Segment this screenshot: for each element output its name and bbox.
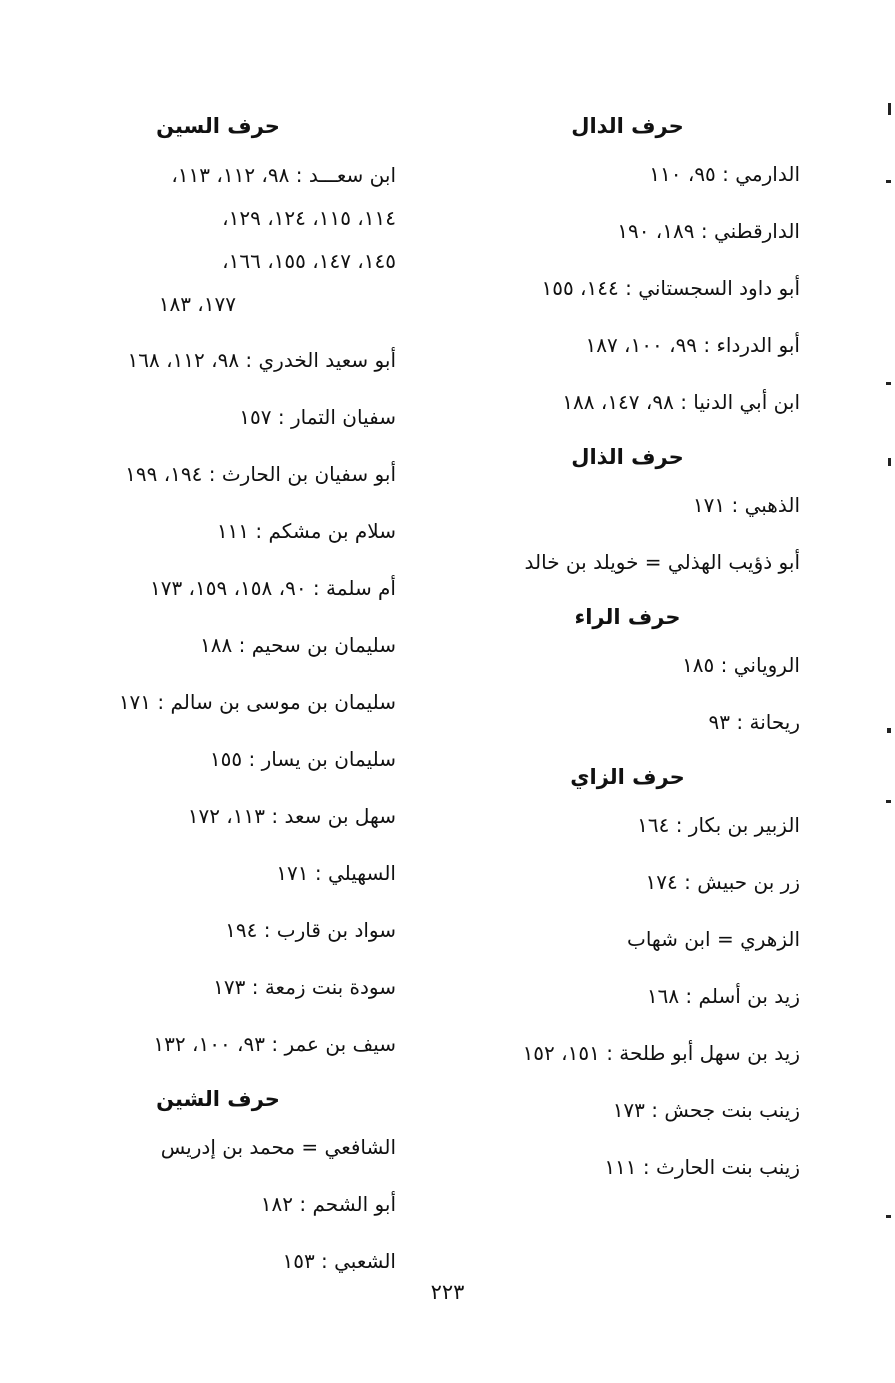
index-entry: سواد بن قارب : ١٩٤ (225, 918, 396, 942)
index-entry: أبو الدرداء : ٩٩، ١٠٠، ١٨٧ (585, 333, 800, 357)
index-entry: أم سلمة : ٩٠، ١٥٨، ١٥٩، ١٧٣ (149, 576, 396, 600)
index-entry: سليمان بن يسار : ١٥٥ (209, 747, 396, 771)
entry-line: ١١٤، ١١٥، ١٢٤، ١٢٩، (222, 206, 396, 230)
index-entry: الزبير بن بكار : ١٦٤ (637, 813, 800, 837)
scan-edge-mark (886, 382, 891, 385)
index-entry: الشعبي : ١٥٣ (282, 1249, 396, 1273)
scan-edge-mark (888, 103, 891, 115)
index-entry: زيد بن سهل أبو طلحة : ١٥١، ١٥٢ (522, 1041, 800, 1065)
entry-line: ابن سعـــد : ٩٨، ١١٢، ١١٣، (171, 163, 396, 187)
index-entry: سليمان بن سحيم : ١٨٨ (200, 633, 396, 657)
index-entry: سهل بن سعد : ١١٣، ١٧٢ (187, 804, 396, 828)
index-entry: الدارقطني : ١٨٩، ١٩٠ (617, 219, 800, 243)
section-heading-shin: حرف الشين (156, 1087, 280, 1111)
section-heading-ra: حرف الراء (574, 605, 681, 629)
index-entry-multiline (40, 154, 396, 326)
index-entry: زينب بنت الحارث : ١١١ (604, 1155, 800, 1179)
section-heading-sin: حرف السين (156, 114, 280, 138)
index-entry: الزهري = ابن شهاب (627, 927, 800, 951)
scan-edge-mark (886, 1215, 891, 1218)
index-entry: ريحانة : ٩٣ (708, 710, 800, 734)
index-entry: سودة بنت زمعة : ١٧٣ (213, 975, 396, 999)
index-entry: سليمان بن موسى بن سالم : ١٧١ (118, 690, 396, 714)
index-entry: الذهبي : ١٧١ (692, 493, 800, 517)
index-entry: سلام بن مشكم : ١١١ (216, 519, 396, 543)
index-entry: زيد بن أسلم : ١٦٨ (646, 984, 800, 1008)
section-heading-dhal: حرف الذال (571, 445, 684, 469)
index-entry: زر بن حبيش : ١٧٤ (645, 870, 800, 894)
index-entry: سفيان التمار : ١٥٧ (239, 405, 396, 429)
index-entry: أبو الشحم : ١٨٢ (260, 1192, 396, 1216)
scan-edge-mark (888, 458, 891, 466)
index-entry: سيف بن عمر : ٩٣، ١٠٠، ١٣٢ (153, 1032, 396, 1056)
section-heading-zay: حرف الزاي (570, 765, 685, 789)
index-entry: أبو سفيان بن الحارث : ١٩٤، ١٩٩ (125, 462, 396, 486)
entry-line: ١٤٥، ١٤٧، ١٥٥، ١٦٦، (222, 249, 396, 273)
index-entry: السهيلي : ١٧١ (276, 861, 396, 885)
index-entry: أبو داود السجستاني : ١٤٤، ١٥٥ (541, 276, 800, 300)
index-entry: الشافعي = محمد بن إدريس (160, 1135, 396, 1159)
index-entry: الدارمي : ٩٥، ١١٠ (649, 162, 800, 186)
entry-line: ١٧٧، ١٨٣ (158, 292, 236, 316)
right-column (455, 108, 800, 1204)
index-entry: أبو سعيد الخدري : ٩٨، ١١٢، ١٦٨ (127, 348, 396, 372)
scan-edge-mark (886, 180, 891, 183)
scan-edge-mark (887, 728, 891, 733)
left-column (40, 108, 396, 1298)
section-heading-dal: حرف الدال (571, 114, 684, 138)
page-number: ٢٢٣ (430, 1280, 465, 1304)
scan-edge-mark (886, 800, 891, 803)
index-entry: زينب بنت جحش : ١٧٣ (612, 1098, 800, 1122)
index-entry: الروياني : ١٨٥ (682, 653, 800, 677)
index-entry: أبو ذؤيب الهذلي = خويلد بن خالد (524, 550, 800, 574)
index-entry: ابن أبي الدنيا : ٩٨، ١٤٧، ١٨٨ (562, 390, 800, 414)
